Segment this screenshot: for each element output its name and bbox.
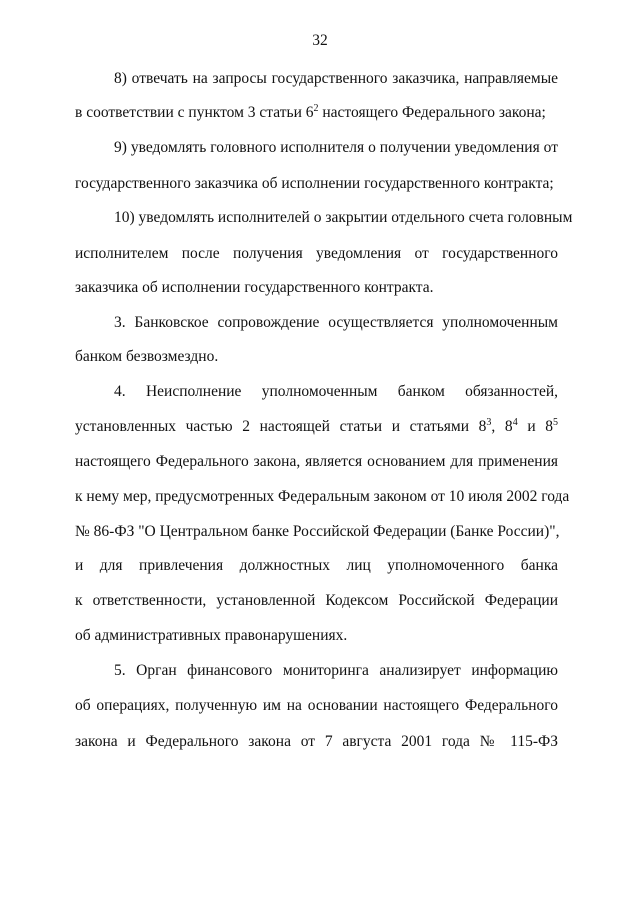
text-line: банком безвозмездно. xyxy=(75,348,219,365)
superscript: 2 xyxy=(313,103,319,114)
text-line: 9) уведомлять головного исполнителя о получении уведомления от xyxy=(114,139,558,156)
text-line: и для привлечения должностных лиц уполномоченного банка xyxy=(75,557,558,574)
text-line: исполнителем после получения уведомления от государственного xyxy=(75,245,558,262)
superscript: 4 xyxy=(512,417,518,428)
text-line: к ответственности, установленной Кодексом Российской Федерации xyxy=(75,592,558,609)
page-number: 32 xyxy=(312,32,328,49)
text-line: 3. Банковское сопровождение осуществляется уполномоченным xyxy=(114,314,558,331)
text-line: 10) уведомлять исполнителей о закрытии отдельного счета головным xyxy=(114,209,573,226)
text-line: настоящего Федерального закона, является основанием для применения xyxy=(75,453,558,470)
text-line: к нему мер, предусмотренных Федеральным законом от 10 июля 2002 года xyxy=(75,488,570,505)
text-line: закона и Федерального закона от 7 августа 2001 года № 115-ФЗ xyxy=(75,733,558,750)
text-line: 4. Неисполнение уполномоченным банком обязанностей, xyxy=(114,383,558,400)
superscript: 5 xyxy=(553,417,559,428)
text-line: № 86-ФЗ "О Центральном банке Российской Федерации (Банке России)", xyxy=(75,523,560,540)
text-line: об административных правонарушениях. xyxy=(75,627,348,644)
superscript: 3 xyxy=(486,417,492,428)
text-line: государственного заказчика об исполнении государственного контракта; xyxy=(75,175,554,192)
text-line: об операциях, полученную им на основании настоящего Федерального xyxy=(75,697,558,714)
text-line: установленных частью 2 настоящей статьи и статьями $8^3$, $8^4$ и $8^5$ xyxy=(75,417,559,435)
text-line: 5. Орган финансового мониторинга анализирует информацию xyxy=(114,662,558,679)
text-line: 8) отвечать на запросы государственного заказчика, направляемые xyxy=(114,70,558,87)
text-line: в соответствии с пунктом 3 статьи $6^2$ настоящего Федерального закона; xyxy=(75,103,546,121)
text-line: заказчика об исполнении государственного контракта. xyxy=(75,279,434,296)
